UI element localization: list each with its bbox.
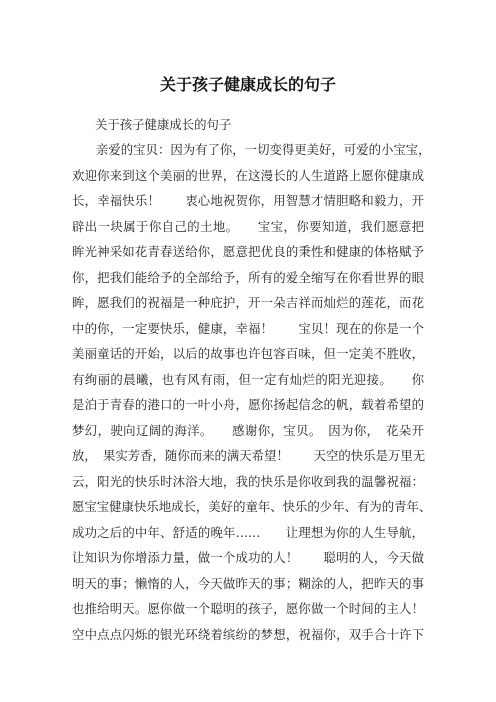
text-line: 云，阳光的快乐时沐浴大地，我的快乐是你收到我的温馨祝福：: [72, 473, 424, 489]
document-title: 关于孩子健康成长的句子: [159, 75, 336, 94]
text-line: 你，把我们能给予的全部给予，所有的爱全缩写在你看世界的眼: [72, 269, 424, 285]
text-line: 明天的事；懒惰的人，今天做昨天的事；糊涂的人，把昨天的事: [72, 575, 424, 591]
text-line: 美丽童话的开始，以后的故事也许包容百味，但一定美不胜收，: [72, 346, 424, 361]
text-line: 也推给明天。愿你做一个聪明的孩子，愿你做一个时间的主人！: [72, 601, 424, 616]
text-line: 长，幸福快乐！ 衷心地祝贺你，用智慧才情胆略和毅力，开: [72, 193, 424, 208]
text-line: 让知识为你增添力量，做一个成功的人！ 聪明的人，今天做: [72, 550, 424, 565]
text-line: 有绚丽的晨曦，也有风有雨，但一定有灿烂的阳光迎接。 你: [72, 371, 424, 387]
text-line: 是泊于青春的港口的一叶小舟，愿你扬起信念的帆，载着希望的: [72, 397, 424, 412]
text-line: 成功之后的中年、舒适的晚年…… 让理想为你的人生导航，: [72, 524, 424, 540]
text-line: 辟出一块属于你自己的土地。 宝宝，你要知道，我们愿意把: [72, 218, 424, 234]
body-text: [72, 137, 432, 647]
text-line: 眸光神采如花青春送给你，愿意把优良的秉性和健康的体格赋予: [72, 244, 424, 259]
text-line: 放， 果实芳香，随你而来的满天希望！ 天空的快乐是万里无: [72, 448, 426, 463]
text-line: 空中点点闪烁的银光环绕着缤纷的梦想，祝福你，双手合十许下: [72, 626, 424, 642]
text-line: 欢迎你来到这个美丽的世界，在这漫长的人生道路上愿你健康成: [72, 167, 424, 183]
document-subtitle: 关于孩子健康成长的句子: [95, 117, 232, 132]
text-line: 眸，愿我们的祝福是一种庇护，开一朵吉祥而灿烂的莲花，而花: [72, 295, 424, 310]
text-line: 梦幻，驶向辽阔的海洋。 感谢你，宝贝。 因为你， 花朵开: [72, 422, 424, 438]
text-line: 愿宝宝健康快乐地成长，美好的童年、快乐的少年、有为的青年、: [72, 499, 432, 514]
text-line: 亲爱的宝贝：因为有了你，一切变得更美好，可爱的小宝宝，: [96, 142, 431, 157]
text-line: 中的你，一定要快乐，健康，幸福！ 宝贝！现在的你是一个: [72, 320, 424, 336]
